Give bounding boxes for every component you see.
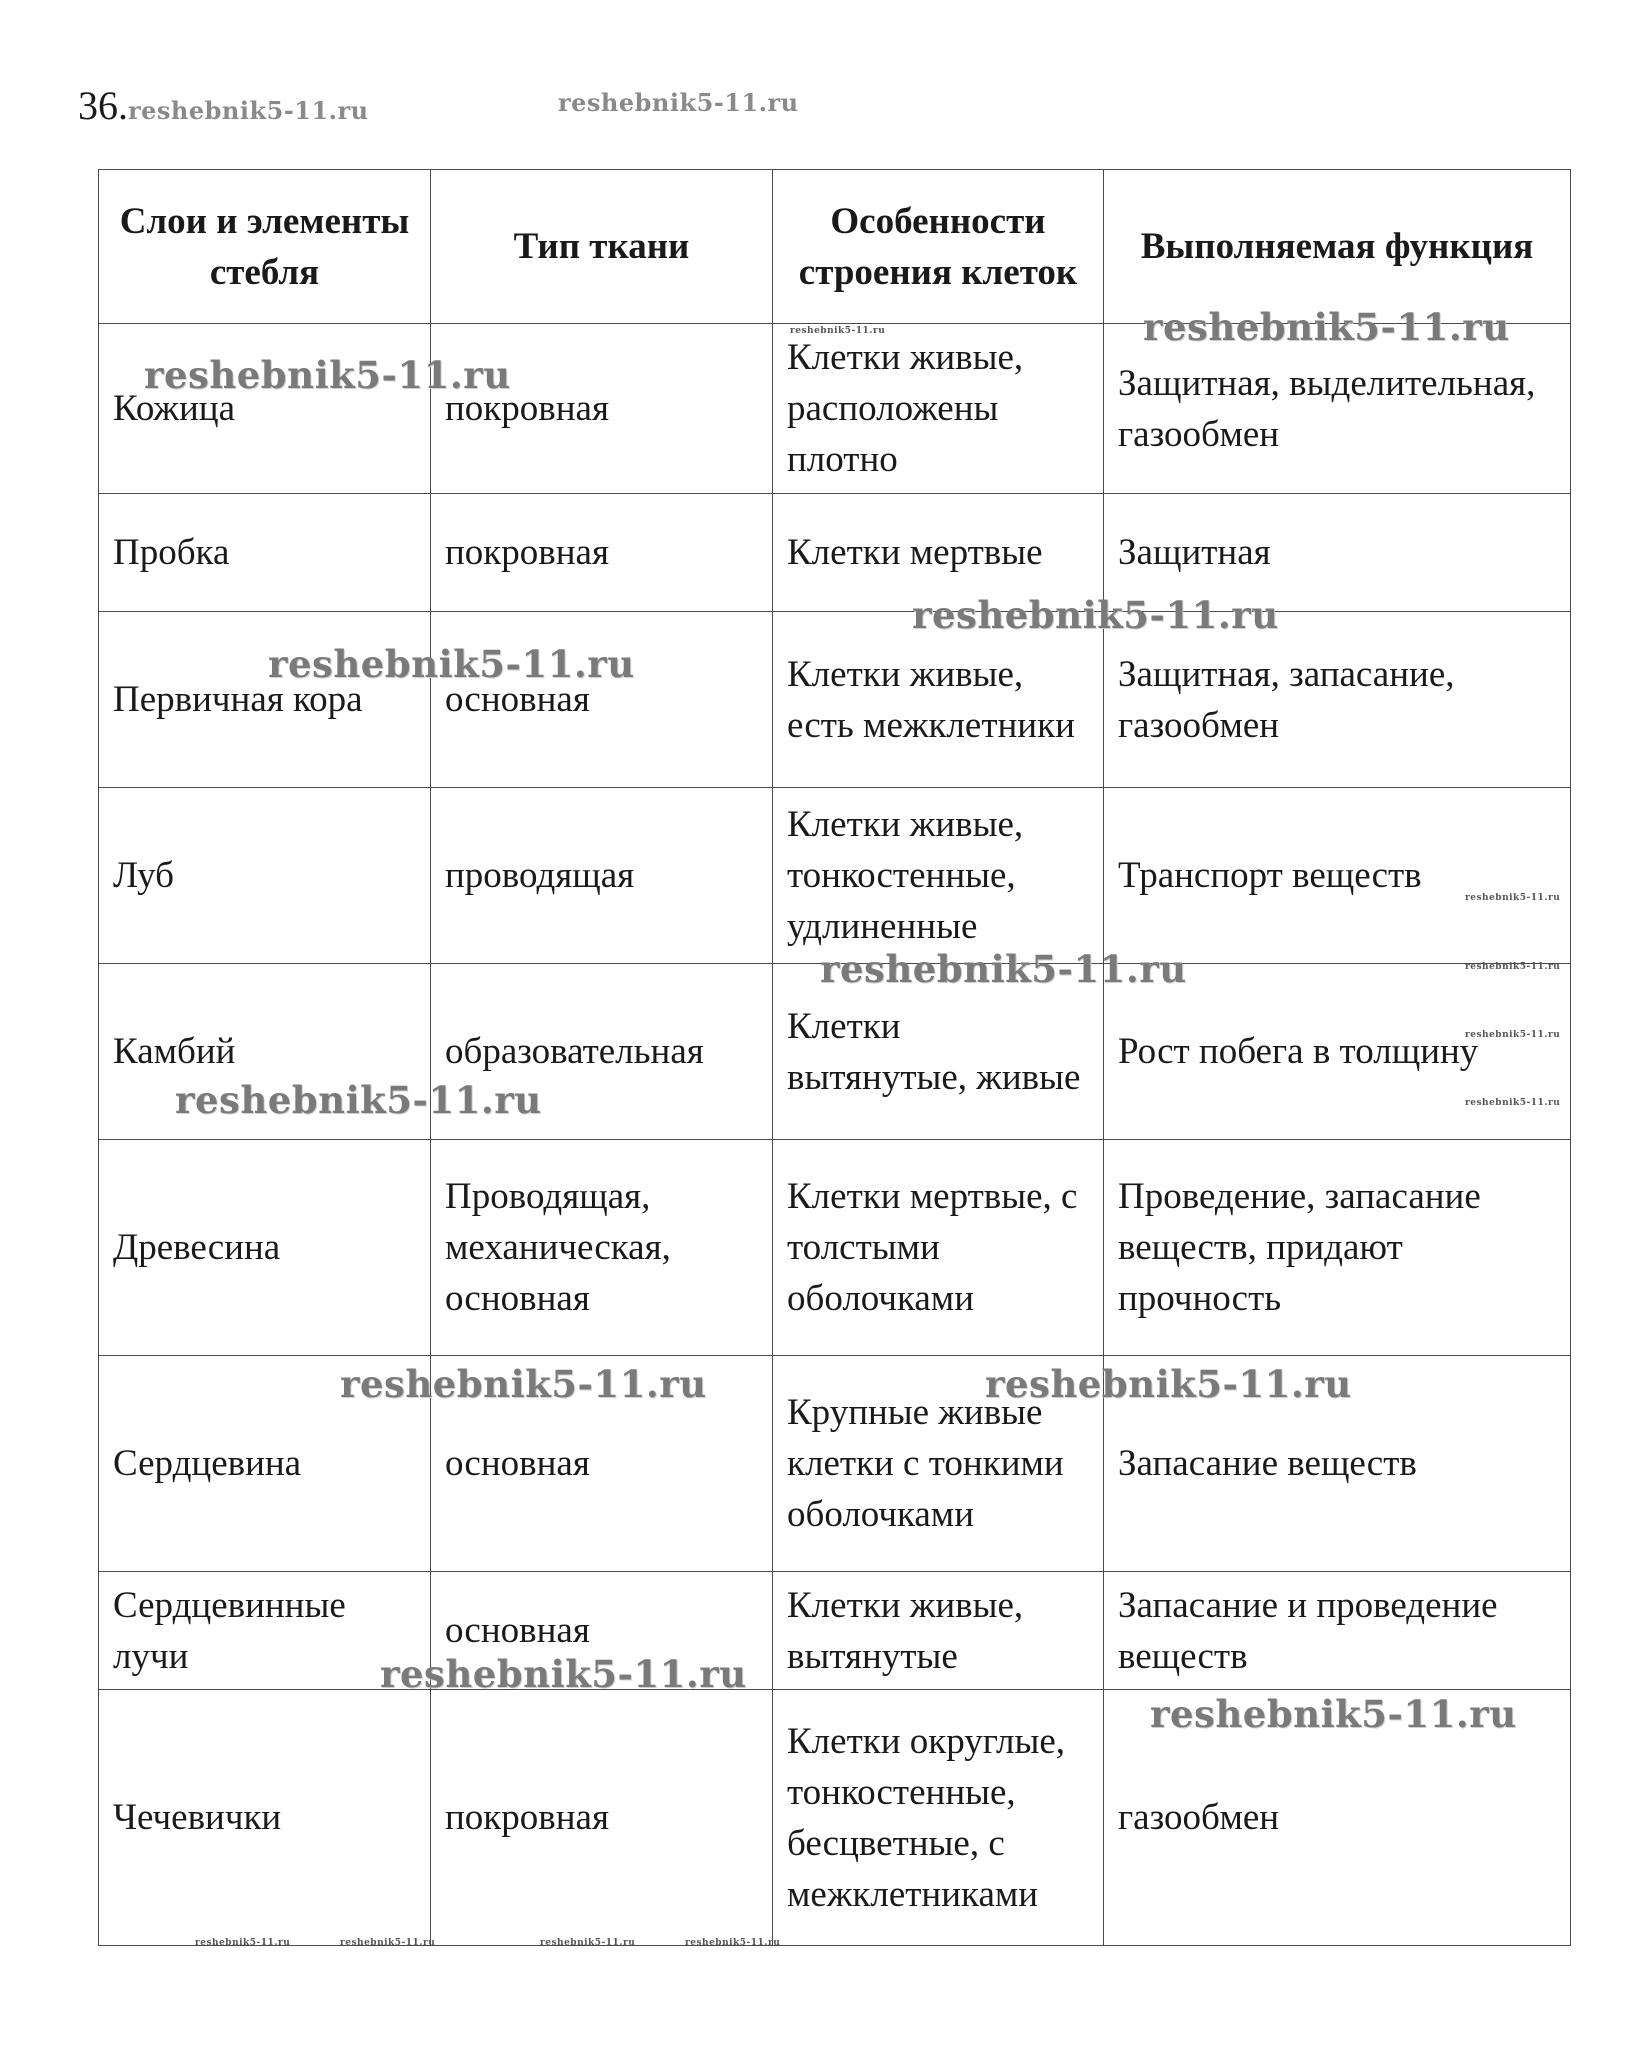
table-cell: Крупные живые клетки с тонкими оболочками bbox=[773, 1356, 1104, 1572]
watermark: reshebnik5-11.ru bbox=[1465, 893, 1561, 903]
watermark: reshebnik5-11.ru bbox=[540, 1938, 636, 1948]
table-row bbox=[99, 324, 1571, 494]
watermark: reshebnik5-11.ru bbox=[268, 642, 635, 686]
watermark: reshebnik5-11.ru bbox=[195, 1938, 291, 1948]
header-cell: Тип ткани bbox=[431, 170, 773, 324]
table-row bbox=[99, 612, 1571, 788]
header-cell: Особенности строения клеток bbox=[773, 170, 1104, 324]
table-cell: Проведение, запасание веществ, придают прочность bbox=[1104, 1140, 1571, 1356]
table-cell: Проводящая, механическая, основная bbox=[431, 1140, 773, 1356]
table-cell: Кожица bbox=[99, 324, 431, 494]
table-cell: образовательная bbox=[431, 964, 773, 1140]
table-cell: Сердцевина bbox=[99, 1356, 431, 1572]
table-cell: Древесина bbox=[99, 1140, 431, 1356]
watermark: reshebnik5-11.ru bbox=[820, 947, 1187, 991]
table-cell: основная bbox=[431, 1356, 773, 1572]
table-header-row bbox=[99, 170, 1571, 324]
table-row bbox=[99, 788, 1571, 964]
table-cell: Чечевички bbox=[99, 1690, 431, 1946]
table-cell: Сердцевинные лучи bbox=[99, 1572, 431, 1690]
watermark: reshebnik5-11.ru bbox=[1150, 1692, 1517, 1736]
watermark: reshebnik5-11.ru bbox=[144, 353, 511, 397]
table-cell: Клетки мертвые, с толстыми оболочками bbox=[773, 1140, 1104, 1356]
stem-structure-table bbox=[98, 169, 1571, 1946]
table-cell: Клетки вытянутые, живые bbox=[773, 964, 1104, 1140]
watermark: reshebnik5-11.ru bbox=[128, 96, 369, 125]
table-cell: покровная bbox=[431, 494, 773, 612]
table-cell: проводящая bbox=[431, 788, 773, 964]
table-cell: Защитная, запасание, газообмен bbox=[1104, 612, 1571, 788]
table-cell: основная bbox=[431, 1572, 773, 1690]
table-cell: газообмен bbox=[1104, 1690, 1571, 1946]
table-cell: основная bbox=[431, 612, 773, 788]
table-cell: Клетки мертвые bbox=[773, 494, 1104, 612]
watermark: reshebnik5-11.ru bbox=[985, 1362, 1352, 1406]
page-number: 36. bbox=[78, 83, 128, 128]
table-row bbox=[99, 1140, 1571, 1356]
table-cell: Транспорт веществ bbox=[1104, 788, 1571, 964]
table-row bbox=[99, 494, 1571, 612]
watermark: reshebnik5-11.ru bbox=[790, 326, 886, 336]
watermark: reshebnik5-11.ru bbox=[340, 1938, 436, 1948]
watermark: reshebnik5-11.ru bbox=[558, 88, 799, 117]
table-cell: Запасание и проведение веществ bbox=[1104, 1572, 1571, 1690]
table-row bbox=[99, 1690, 1571, 1946]
table-cell: Первичная кора bbox=[99, 612, 431, 788]
table-cell: Камбий bbox=[99, 964, 431, 1140]
table-cell: Рост побега в толщину bbox=[1104, 964, 1571, 1140]
watermark: reshebnik5-11.ru bbox=[912, 593, 1279, 637]
watermark: reshebnik5-11.ru bbox=[1465, 1098, 1561, 1108]
table-cell: покровная bbox=[431, 324, 773, 494]
table-cell: Клетки живые, есть межклетники bbox=[773, 612, 1104, 788]
table-cell: Луб bbox=[99, 788, 431, 964]
table-cell: Клетки живые, тонкостенные, удлиненные bbox=[773, 788, 1104, 964]
watermark: reshebnik5-11.ru bbox=[685, 1938, 781, 1948]
table-cell: Клетки округлые, тонкостенные, бесцветные, с межклетниками bbox=[773, 1690, 1104, 1946]
header-cell: Слои и элементы стебля bbox=[99, 170, 431, 324]
table-cell: Запасание веществ bbox=[1104, 1356, 1571, 1572]
page-header bbox=[78, 82, 369, 128]
table-cell: Защитная bbox=[1104, 494, 1571, 612]
table-cell: Клетки живые, расположены плотно bbox=[773, 324, 1104, 494]
table-row bbox=[99, 1572, 1571, 1690]
table-cell: Защитная, выделительная, газообмен bbox=[1104, 324, 1571, 494]
watermark: reshebnik5-11.ru bbox=[1143, 305, 1510, 349]
header-cell: Выполняемая функция bbox=[1104, 170, 1571, 324]
table-row bbox=[99, 1356, 1571, 1572]
watermark: reshebnik5-11.ru bbox=[175, 1078, 542, 1122]
table-row bbox=[99, 964, 1571, 1140]
watermark: reshebnik5-11.ru bbox=[1465, 962, 1561, 972]
watermark: reshebnik5-11.ru bbox=[340, 1362, 707, 1406]
watermark: reshebnik5-11.ru bbox=[380, 1652, 747, 1696]
table-cell: покровная bbox=[431, 1690, 773, 1946]
table-cell: Клетки живые, вытянутые bbox=[773, 1572, 1104, 1690]
table-cell: Пробка bbox=[99, 494, 431, 612]
watermark: reshebnik5-11.ru bbox=[1465, 1030, 1561, 1040]
